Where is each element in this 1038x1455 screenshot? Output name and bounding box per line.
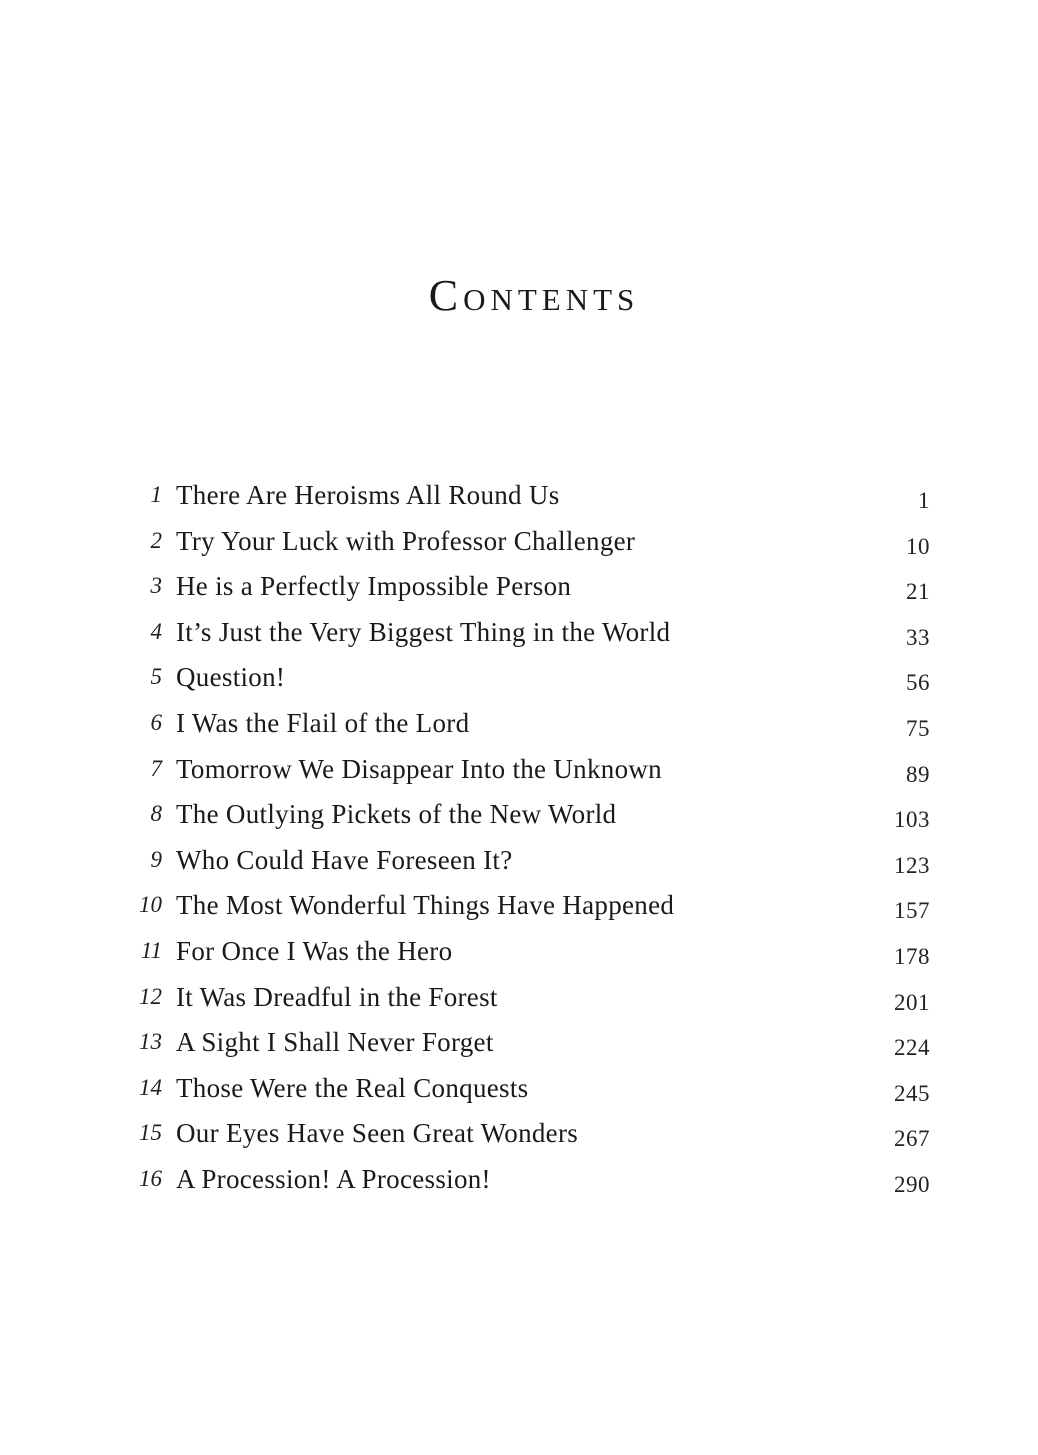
page-number: 201: [894, 989, 930, 1015]
toc-entry: [120, 748, 930, 794]
chapter-title: Who Could Have Foreseen It?: [176, 844, 513, 875]
toc-entry: [120, 656, 930, 702]
toc-entry: [120, 1067, 930, 1113]
chapter-number: 1: [150, 482, 162, 507]
toc-entry: [120, 1158, 930, 1204]
page-number: 89: [906, 761, 930, 787]
chapter-title: There Are Heroisms All Round Us: [176, 480, 560, 510]
chapter-number: 8: [150, 801, 162, 827]
toc-entry: [120, 474, 930, 520]
toc-entry: [120, 1021, 930, 1067]
chapter-title: The Outlying Pickets of the New World: [176, 799, 617, 830]
chapter-title: Question!: [176, 662, 286, 693]
page-title: Contents: [428, 271, 640, 320]
chapter-title: For Once I Was the Hero: [176, 935, 453, 966]
chapter-number: 9: [150, 846, 162, 872]
toc-entry: [120, 565, 930, 611]
chapter-number: 14: [139, 1074, 162, 1100]
page-number: 33: [906, 624, 930, 650]
chapter-number: 11: [140, 937, 162, 963]
chapter-title: Try Your Luck with Professor Challenger: [176, 525, 636, 556]
chapter-number: 5: [150, 664, 162, 690]
page-number: 56: [906, 670, 930, 696]
page-number: 123: [894, 852, 930, 878]
chapter-title: Our Eyes Have Seen Great Wonders: [176, 1118, 579, 1149]
page-number: 267: [894, 1126, 930, 1152]
page-number: 1: [918, 488, 930, 513]
chapter-title: It Was Dreadful in the Forest: [176, 981, 498, 1012]
page-number: 75: [906, 715, 930, 741]
toc-entry: [120, 976, 930, 1022]
page-number: 103: [894, 807, 930, 833]
page-number: 245: [894, 1080, 930, 1106]
chapter-title: He is a Perfectly Impossible Person: [176, 571, 572, 602]
chapter-number: 13: [139, 1029, 162, 1055]
toc-entry: [120, 611, 930, 657]
toc-entry: [120, 884, 930, 930]
page-number: 10: [906, 533, 930, 559]
toc-entry: [120, 702, 930, 748]
page-number: 157: [894, 898, 930, 924]
chapter-number: 6: [150, 709, 162, 735]
chapter-title: It’s Just the Very Biggest Thing in the World: [176, 616, 671, 647]
toc-entry: [120, 1112, 930, 1158]
toc-entry: [120, 793, 930, 839]
chapter-number: 16: [139, 1165, 162, 1191]
chapter-title: Tomorrow We Disappear Into the Unknown: [176, 753, 662, 784]
chapter-number: 7: [150, 755, 162, 781]
chapter-title: Those Were the Real Conquests: [176, 1072, 529, 1103]
chapter-number: 3: [150, 573, 162, 599]
chapter-number: 15: [139, 1120, 162, 1146]
page-number: 290: [894, 1171, 930, 1197]
page-number: 178: [894, 943, 930, 969]
chapter-title: The Most Wonderful Things Have Happened: [176, 890, 675, 921]
page-number: 224: [894, 1035, 930, 1061]
chapter-number: 2: [150, 527, 162, 553]
chapter-number: 12: [139, 983, 162, 1009]
chapter-title: A Procession! A Procession!: [176, 1163, 491, 1194]
chapter-number: 10: [139, 892, 162, 918]
chapter-number: 4: [150, 618, 162, 644]
chapter-title: A Sight I Shall Never Forget: [176, 1027, 494, 1058]
toc-entry: [120, 930, 930, 976]
table-of-contents: [120, 474, 930, 1204]
page-number: 21: [906, 579, 930, 605]
toc-entry: [120, 520, 930, 566]
toc-entry: [120, 839, 930, 885]
chapter-title: I Was the Flail of the Lord: [176, 707, 470, 738]
